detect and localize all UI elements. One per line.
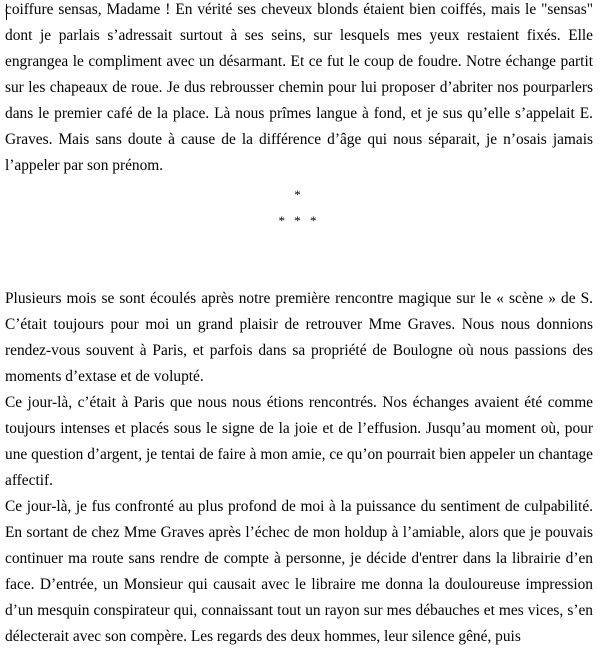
separator-single-asterisk: * bbox=[294, 187, 304, 202]
section-separator bbox=[5, 182, 593, 234]
paragraph-3: Ce jour-là, je fus confronté au plus profond de moi à la puissance du sentiment de culpabilité. En sortant de chez Mme Graves après l’échec de mon holdup à l’amiable, alors que je pouvais continuer ma route sans rendre de compte à personne, je décide d'entrer dans la librairie d’en face. D’entrée, un Monsieur qui causait avec le libraire me donna la douloureuse impression d’un mesquin conspirateur qui, connaissant tout un rayon sur mes débauches et mes vices, s’en délecterait avec son compère. Les regards des deux hommes, leur silence gêné, puis bbox=[5, 498, 593, 645]
paragraph-intro: coiffure sensas, Madame ! En vérité ses cheveux blonds étaient bien coiffés, mais le "sensas" dont je parlais s’adressait surtout à ses seins, sur lesquels mes yeux restaient fixés. Elle engrangea le compliment avec un désarmant. Et ce fut le coup de foudre. Notre échange partit sur les chapeaux de roue. Je dus rebrousser chemin pour lui proposer d’abriter nos pourparlers dans le premier café de la place. Là nous prîmes langue à fond, et je sus qu’elle s’appelait E. Graves. Mais sans doute à cause de la différence d’âge qui nous séparait, je n’osais jamais l’appeler par son prénom. bbox=[5, 1, 593, 174]
paragraph-1: Plusieurs mois se sont écoulés après notre première rencontre magique sur le « scène » de S. C’était toujours pour moi un grand plaisir de retrouver Mme Graves. Nous nous donnions rendez-vous souvent à Paris, et parfois dans sa propriété de Boulogne où nous passions des moments d’extase et de volupté. bbox=[5, 290, 593, 385]
blank-space bbox=[5, 234, 593, 286]
separator-triple-asterisk: * * * bbox=[278, 213, 320, 228]
paragraph-2: Ce jour-là, c’était à Paris que nous nous étions rencontrés. Nos échanges avaient été comme toujours intenses et placés sous le signe de la joie et de l’effusion. Jusqu’au moment où, pour une question d’argent, je tentai de faire à mon amie, ce qu’on pourrait bien appeler un chantage affectif. bbox=[5, 394, 593, 489]
document-page bbox=[5, 0, 593, 650]
